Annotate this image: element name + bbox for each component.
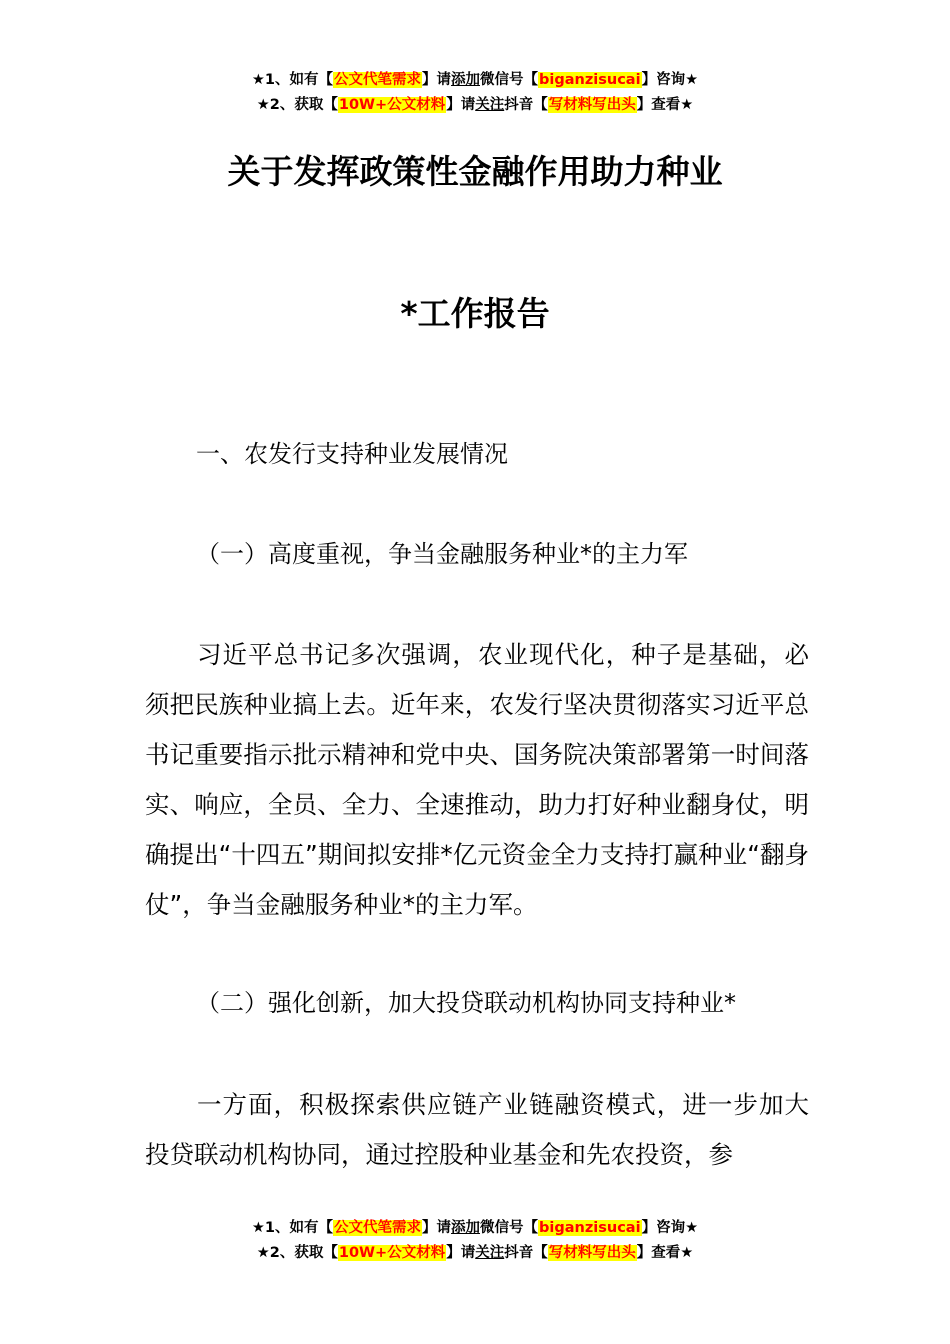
banner-text: 】请 — [422, 1220, 452, 1236]
banner-text: 】咨询★ — [641, 72, 699, 88]
banner-text: ★2、获取【 — [256, 1245, 338, 1261]
banner-emphasis: 添加 — [451, 1220, 481, 1236]
subsection-heading-1: （一）高度重视，争当金融服务种业*的主力军 — [196, 540, 688, 568]
header-banner — [0, 68, 950, 118]
document-title-line-1: 关于发挥政策性金融作用助力种业 — [227, 152, 723, 191]
banner-highlight: biganzisucai — [539, 1220, 641, 1236]
banner-emphasis: 关注 — [475, 1245, 505, 1261]
banner-text: 】咨询★ — [641, 1220, 699, 1236]
banner-text: 】查看★ — [636, 97, 694, 113]
banner-line-2 — [0, 1241, 950, 1266]
banner-highlight: 公文代笔需求 — [334, 72, 422, 88]
footer-banner — [0, 1216, 950, 1266]
banner-text: 抖音【 — [504, 1245, 548, 1261]
banner-highlight: 公文代笔需求 — [334, 1220, 422, 1236]
document-title-line-2: *工作报告 — [400, 294, 550, 333]
banner-text: ★1、如有【 — [251, 72, 334, 88]
banner-text: ★1、如有【 — [251, 1220, 334, 1236]
subsection-heading-2: （二）强化创新，加大投贷联动机构协同支持种业* — [196, 989, 736, 1017]
banner-text: ★2、获取【 — [256, 97, 338, 113]
banner-emphasis: 添加 — [451, 72, 481, 88]
banner-line-1 — [0, 68, 950, 93]
banner-text: 】查看★ — [636, 1245, 694, 1261]
banner-highlight: 写材料写出头 — [548, 1245, 636, 1261]
banner-text: 】请 — [446, 97, 476, 113]
section-heading: 一、农发行支持种业发展情况 — [196, 440, 508, 468]
banner-highlight: 10W+公文材料 — [338, 1245, 446, 1261]
body-paragraph-1: 习近平总书记多次强调，农业现代化，种子是基础，必须把民族种业搞上去。近年来，农发行坚决贯彻落实习近平总书记重要指示批示精神和党中央、国务院决策部署第一时间落实、响应，全员、全力、全速推动，助力打好种业翻身仗，明确提出“十四五”期间拟安排*亿元资金全力支持打赢种业“翻身仗”，争当金融服务种业*的主力军。 — [145, 640, 809, 919]
banner-text: 】请 — [446, 1245, 476, 1261]
banner-text: 】请 — [422, 72, 452, 88]
banner-text: 抖音【 — [504, 97, 548, 113]
banner-line-1 — [0, 1216, 950, 1241]
banner-text: 微信号【 — [480, 1220, 539, 1236]
banner-line-2 — [0, 93, 950, 118]
banner-emphasis: 关注 — [475, 97, 505, 113]
banner-highlight: 10W+公文材料 — [338, 97, 446, 113]
banner-highlight: biganzisucai — [539, 72, 641, 88]
body-paragraph-2: 一方面，积极探索供应链产业链融资模式，进一步加大投贷联动机构协同，通过控股种业基金和先农投资，参 — [145, 1090, 809, 1169]
banner-highlight: 写材料写出头 — [548, 97, 636, 113]
banner-text: 微信号【 — [480, 72, 539, 88]
